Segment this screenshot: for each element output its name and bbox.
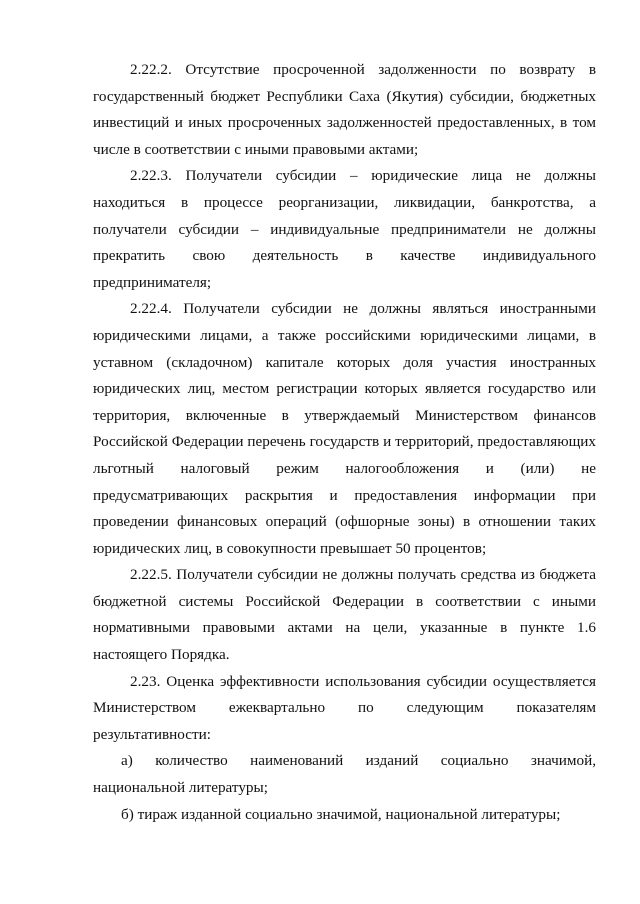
list-item-a-continuation: национальной литературы; <box>93 779 268 797</box>
paragraph-2-22-2: 2.22.2. Отсутствие просроченной задолженности по возврату в государственный бюджет Республики Саха (Якутия) субсидии, бюджетных инвестиций и иных просроченных задолженностей предоставленных, в том числе в соответствии с иными правовыми актами; <box>93 61 596 158</box>
paragraph-2-22-4: 2.22.4. Получатели субсидии не должны являться иностранными юридическими лицами, а также российскими юридическими лицами, в уставном (складочном) капитале которых доля участия иностранных юридических лиц, местом регистрации которых является государство или территория, включенные в утверждаемый Министерством финансов Российской Федерации перечень государств и территорий, предоставляющих льготный налоговый режим налогообложения и (или) не предусматривающих раскрытия и предоставления информации при проведении финансовых операций (офшорные зоны) в отношении таких юридических лиц, в совокупности превышает 50 процентов; <box>93 300 596 557</box>
paragraph-2-22-5: 2.22.5. Получатели субсидии не должны получать средства из бюджета бюджетной системы Российской Федерации в соответствии с иными нормативными правовыми актами на цели, указанные в пункте 1.6 настоящего Порядка. <box>93 566 596 664</box>
list-item-a-first-line: а) количество наименований изданий социально значимой, <box>121 752 596 770</box>
list-item-a <box>93 748 596 801</box>
paragraph-2-22-3: 2.22.3. Получатели субсидии – юридические лица не должны находиться в процессе реорганизации, ликвидации, банкротства, а получатели субсидии – индивидуальные предприниматели не должны прекратить свою деятельность в качестве индивидуального предпринимателя; <box>93 167 596 291</box>
document-body <box>93 57 596 828</box>
paragraph-2-23: 2.23. Оценка эффективности использования субсидии осуществляется Министерством ежеквартально по следующим показателям результативности: <box>93 672 596 743</box>
list-item-b: б) тираж изданной социально значимой, национальной литературы; <box>121 805 561 823</box>
